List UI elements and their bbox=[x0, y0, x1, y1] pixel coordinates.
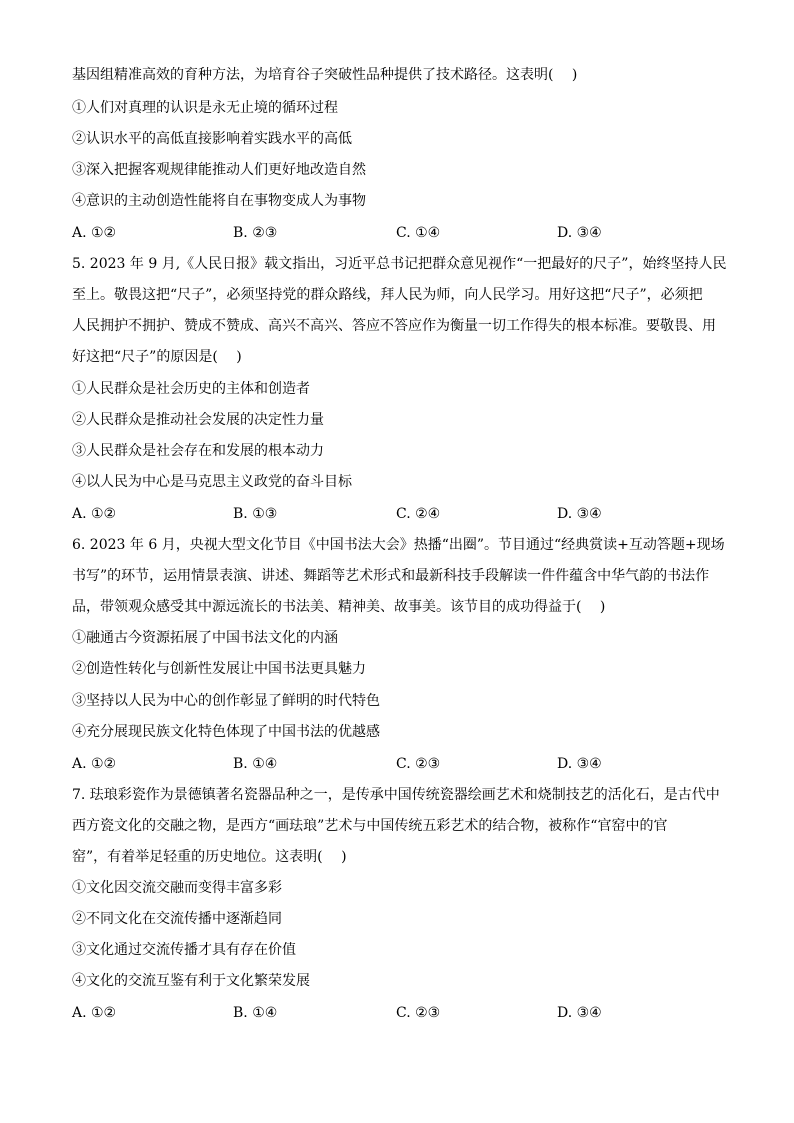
q7-statement-4: ④文化的交流互鉴有利于文化繁荣发展 bbox=[72, 973, 310, 989]
q4-option-a: A. ①② bbox=[72, 225, 117, 241]
q6-stem-line-3: 品，带领观众感受其中源远流长的书法美、精神美、故事美。该节目的成功得益于( ) bbox=[72, 599, 606, 615]
q4-statement-4: ④意识的主动创造性能将自在事物变成人为事物 bbox=[72, 193, 366, 209]
q6-statement-1: ①融通古今资源拓展了中国书法文化的内涵 bbox=[72, 630, 338, 646]
q6-stem-line-1: 6. 2023 年 6 月，央视大型文化节目《中国书法大会》热播“出圈”。节目通过“经典赏读+互动答题+现场 bbox=[72, 537, 725, 553]
q7-statement-2: ②不同文化在交流传播中逐渐趋同 bbox=[72, 911, 282, 927]
q7-stem-line-2: 西方瓷文化的交融之物，是西方“画珐琅”艺术与中国传统五彩艺术的结合物，被称作“官窑中的官 bbox=[72, 818, 668, 834]
q5-option-d: D. ③④ bbox=[557, 506, 602, 522]
q4-option-d: D. ③④ bbox=[557, 225, 602, 241]
q4-stem-tail: 基因组精准高效的育种方法，为培育谷子突破性品种提供了技术路径。这表明( ) bbox=[72, 67, 578, 83]
q7-statement-1: ①文化因交流交融而变得丰富多彩 bbox=[72, 880, 282, 896]
q7-option-b: B. ①④ bbox=[233, 1005, 278, 1021]
q4-statement-1: ①人们对真理的认识是永无止境的循环过程 bbox=[72, 100, 338, 116]
q6-option-c: C. ②③ bbox=[396, 756, 441, 772]
q7-option-d: D. ③④ bbox=[557, 1005, 602, 1021]
q6-option-b: B. ①④ bbox=[233, 756, 278, 772]
q6-statement-4: ④充分展现民族文化特色体现了中国书法的优越感 bbox=[72, 724, 380, 740]
q5-option-a: A. ①② bbox=[72, 506, 117, 522]
q5-stem-line-4: 好这把“尺子”的原因是( ) bbox=[72, 349, 242, 365]
q5-option-b: B. ①③ bbox=[233, 506, 278, 522]
q7-option-c: C. ②③ bbox=[396, 1005, 441, 1021]
q6-statement-2: ②创造性转化与创新性发展让中国书法更具魅力 bbox=[72, 661, 366, 677]
q5-statement-2: ②人民群众是推动社会发展的决定性力量 bbox=[72, 412, 324, 428]
q5-statement-3: ③人民群众是社会存在和发展的根本动力 bbox=[72, 443, 324, 459]
q4-statement-3: ③深入把握客观规律能推动人们更好地改造自然 bbox=[72, 162, 366, 178]
q4-option-b: B. ②③ bbox=[233, 225, 278, 241]
q5-stem-line-2: 至上。敬畏这把“尺子”，必须坚持党的群众路线，拜人民为师，向人民学习。用好这把“尺子”，必须把 bbox=[72, 287, 703, 303]
q5-statement-4: ④以人民为中心是马克思主义政党的奋斗目标 bbox=[72, 474, 352, 490]
q7-option-a: A. ①② bbox=[72, 1005, 117, 1021]
q6-option-d: D. ③④ bbox=[557, 756, 602, 772]
q6-statement-3: ③坚持以人民为中心的创作彰显了鲜明的时代特色 bbox=[72, 693, 380, 709]
q7-stem-line-3: 窑”，有着举足轻重的历史地位。这表明( ) bbox=[72, 849, 347, 865]
q5-stem-line-3: 人民拥护不拥护、赞成不赞成、高兴不高兴、答应不答应作为衡量一切工作得失的根本标准。要敬畏、用 bbox=[72, 318, 716, 334]
q4-statement-2: ②认识水平的高低直接影响着实践水平的高低 bbox=[72, 131, 352, 147]
q6-stem-line-2: 书写”的环节，运用情景表演、讲述、舞蹈等艺术形式和最新科技手段解读一件件蕴含中华气韵的书法作 bbox=[72, 568, 710, 584]
q5-stem-line-1: 5. 2023 年 9 月,《人民日报》载文指出，习近平总书记把群众意见视作“一把最好的尺子”，始终坚持人民 bbox=[72, 256, 727, 272]
q5-option-c: C. ②④ bbox=[396, 506, 441, 522]
q5-statement-1: ①人民群众是社会历史的主体和创造者 bbox=[72, 381, 310, 397]
q7-stem-line-1: 7. 珐琅彩瓷作为景德镇著名瓷器品种之一，是传承中国传统瓷器绘画艺术和烧制技艺的活化石，是古代中 bbox=[72, 787, 720, 803]
q7-statement-3: ③文化通过交流传播才具有存在价值 bbox=[72, 942, 296, 958]
q6-option-a: A. ①② bbox=[72, 756, 117, 772]
q4-option-c: C. ①④ bbox=[396, 225, 441, 241]
